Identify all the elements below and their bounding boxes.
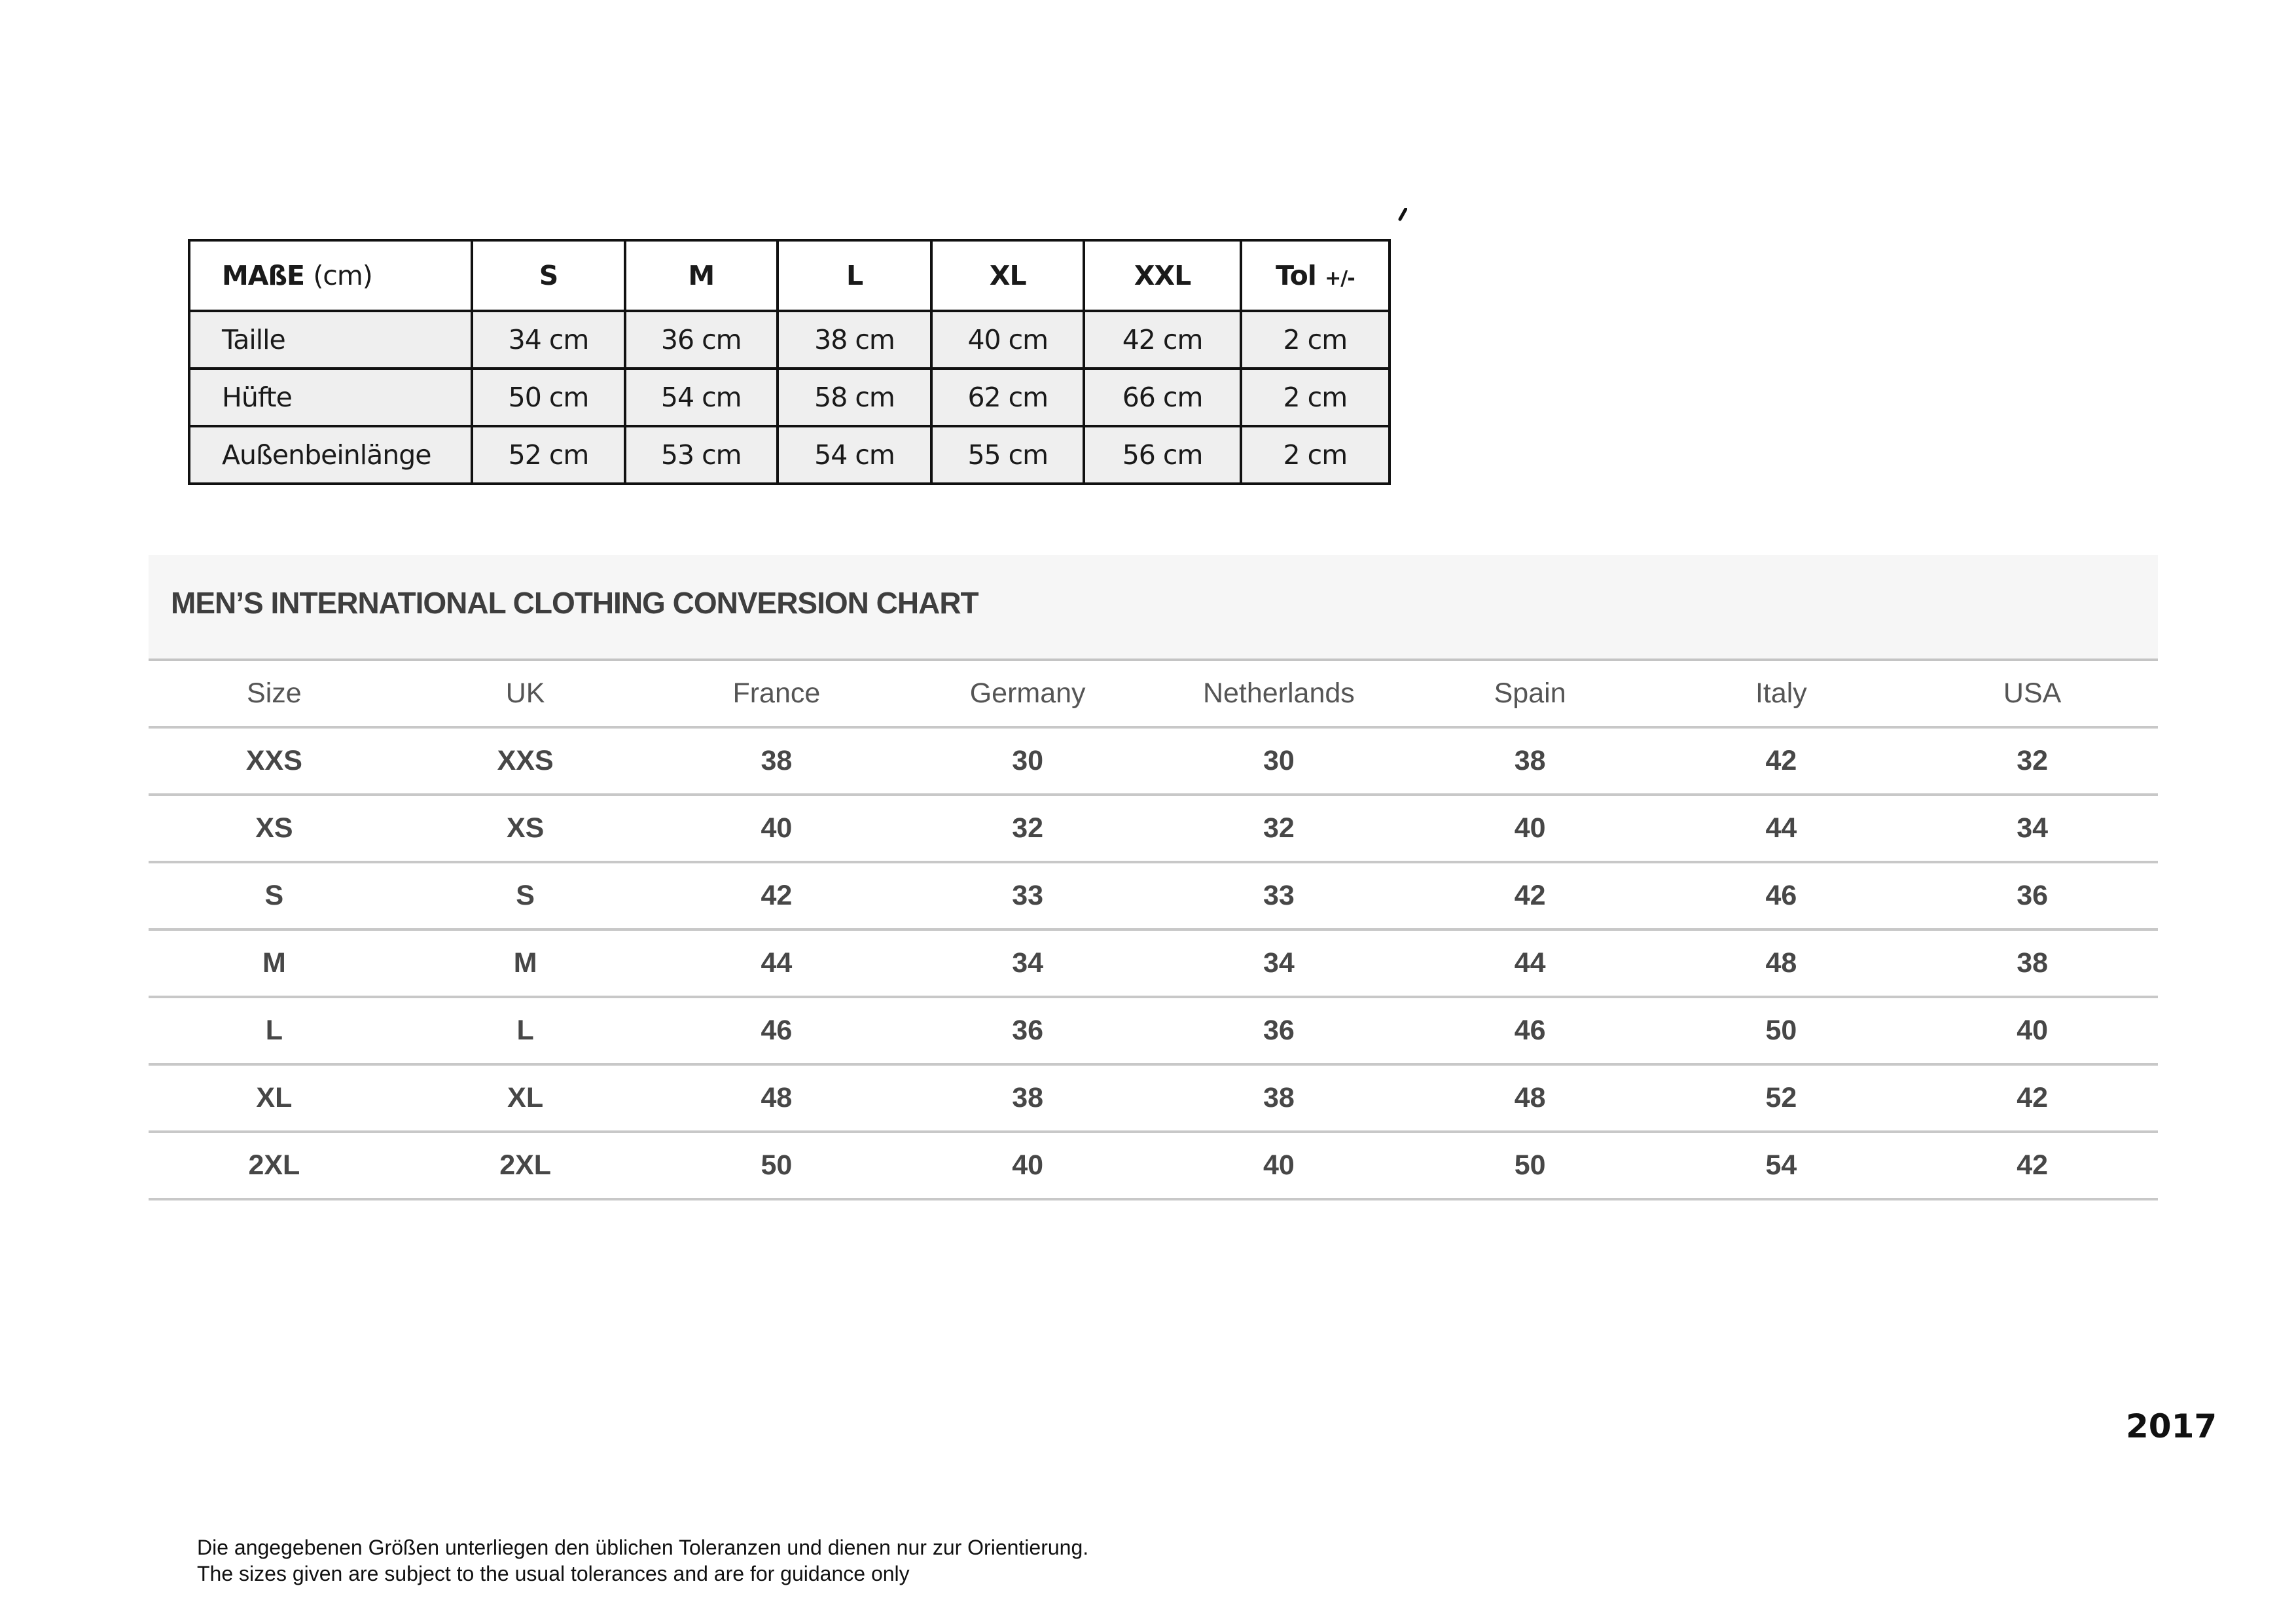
table-cell: 42 [1656, 727, 1907, 795]
table-cell: 44 [1656, 795, 1907, 862]
table-cell: 34 [1907, 795, 2158, 862]
row-label: Taille [189, 311, 472, 369]
table-cell: XL [400, 1064, 651, 1132]
table-cell: XL [149, 1064, 400, 1132]
year-label: 2017 [2126, 1407, 2217, 1445]
table-cell: 53 cm [625, 426, 778, 484]
size-header: S [472, 240, 624, 311]
table-cell: M [149, 929, 400, 997]
table-cell: 54 cm [778, 426, 931, 484]
stray-mark [1398, 208, 1407, 221]
table-cell: 42 [1405, 862, 1656, 929]
table-cell: L [149, 997, 400, 1064]
table-row [149, 862, 2158, 929]
measurement-header: MAßE (cm) [189, 240, 472, 311]
table-cell: 44 [1405, 929, 1656, 997]
column-header: Germany [902, 661, 1153, 727]
column-header: Italy [1656, 661, 1907, 727]
table-cell: 48 [651, 1064, 903, 1132]
table-cell: 52 cm [472, 426, 624, 484]
size-header: XL [931, 240, 1084, 311]
table-cell: 36 [1153, 997, 1405, 1064]
footnote-english: The sizes given are subject to the usual tolerances and are for guidance only [197, 1562, 910, 1585]
conversion-title-bar [149, 555, 2158, 661]
table-cell: 2XL [400, 1132, 651, 1199]
size-table-header-row [189, 240, 1390, 311]
conversion-table [149, 661, 2158, 1200]
table-cell: 30 [902, 727, 1153, 795]
table-row [149, 1132, 2158, 1199]
column-header: Netherlands [1153, 661, 1405, 727]
table-cell: 30 [1153, 727, 1405, 795]
row-label: Hüfte [189, 369, 472, 426]
table-row [189, 369, 1390, 426]
table-row [189, 426, 1390, 484]
table-cell: 50 [1656, 997, 1907, 1064]
table-row [149, 1064, 2158, 1132]
table-cell: S [149, 862, 400, 929]
table-cell: XS [149, 795, 400, 862]
table-cell: 48 [1405, 1064, 1656, 1132]
column-header: France [651, 661, 903, 727]
size-measurement-table [188, 239, 1391, 485]
table-cell: 33 [902, 862, 1153, 929]
table-cell: 44 [651, 929, 903, 997]
table-cell: 40 [1907, 997, 2158, 1064]
table-cell: 2 cm [1241, 369, 1390, 426]
table-cell: 32 [902, 795, 1153, 862]
table-cell: 36 cm [625, 311, 778, 369]
table-row [149, 929, 2158, 997]
table-cell: XS [400, 795, 651, 862]
table-cell: 40 [1405, 795, 1656, 862]
table-cell: 42 [1907, 1132, 2158, 1199]
table-cell: 33 [1153, 862, 1405, 929]
table-cell: L [400, 997, 651, 1064]
table-cell: 50 cm [472, 369, 624, 426]
table-cell: 46 [1405, 997, 1656, 1064]
table-cell: 62 cm [931, 369, 1084, 426]
size-header: XXL [1084, 240, 1240, 311]
table-cell: 36 [1907, 862, 2158, 929]
table-cell: 32 [1907, 727, 2158, 795]
row-label: Außenbeinlänge [189, 426, 472, 484]
size-header: M [625, 240, 778, 311]
conversion-chart [149, 555, 2158, 1200]
table-cell: 55 cm [931, 426, 1084, 484]
table-cell: 38 [1907, 929, 2158, 997]
table-row [149, 997, 2158, 1064]
table-cell: 38 [651, 727, 903, 795]
table-cell: 40 [1153, 1132, 1405, 1199]
table-cell: 42 [1907, 1064, 2158, 1132]
column-header: Size [149, 661, 400, 727]
table-cell: 34 [902, 929, 1153, 997]
table-cell: 38 [1405, 727, 1656, 795]
table-cell: 54 [1656, 1132, 1907, 1199]
table-cell: 34 [1153, 929, 1405, 997]
size-header: L [778, 240, 931, 311]
table-cell: 40 [902, 1132, 1153, 1199]
table-cell: 40 cm [931, 311, 1084, 369]
table-cell: M [400, 929, 651, 997]
footnote [197, 1534, 1088, 1587]
table-cell: 38 cm [778, 311, 931, 369]
table-cell: 50 [651, 1132, 903, 1199]
table-cell: 66 cm [1084, 369, 1240, 426]
table-cell: 2 cm [1241, 311, 1390, 369]
table-cell: S [400, 862, 651, 929]
table-cell: XXS [400, 727, 651, 795]
table-row [149, 795, 2158, 862]
table-cell: 34 cm [472, 311, 624, 369]
table-cell: 2 cm [1241, 426, 1390, 484]
table-cell: 48 [1656, 929, 1907, 997]
table-cell: 56 cm [1084, 426, 1240, 484]
conversion-title: MEN’S INTERNATIONAL CLOTHING CONVERSION CHART [171, 586, 978, 620]
column-header: USA [1907, 661, 2158, 727]
table-cell: 46 [651, 997, 903, 1064]
table-cell: XXS [149, 727, 400, 795]
table-row [149, 727, 2158, 795]
table-cell: 46 [1656, 862, 1907, 929]
column-header: UK [400, 661, 651, 727]
footnote-german: Die angegebenen Größen unterliegen den üblichen Toleranzen und dienen nur zur Orientierung. [197, 1536, 1089, 1559]
table-cell: 42 [651, 862, 903, 929]
table-cell: 36 [902, 997, 1153, 1064]
column-header: Spain [1405, 661, 1656, 727]
tolerance-header: Tol +/- [1241, 240, 1390, 311]
table-cell: 42 cm [1084, 311, 1240, 369]
table-cell: 52 [1656, 1064, 1907, 1132]
table-cell: 32 [1153, 795, 1405, 862]
table-cell: 54 cm [625, 369, 778, 426]
table-cell: 38 [902, 1064, 1153, 1132]
table-cell: 2XL [149, 1132, 400, 1199]
conversion-header-row [149, 661, 2158, 727]
table-cell: 38 [1153, 1064, 1405, 1132]
table-row [189, 311, 1390, 369]
table-cell: 40 [651, 795, 903, 862]
table-cell: 58 cm [778, 369, 931, 426]
table-cell: 50 [1405, 1132, 1656, 1199]
